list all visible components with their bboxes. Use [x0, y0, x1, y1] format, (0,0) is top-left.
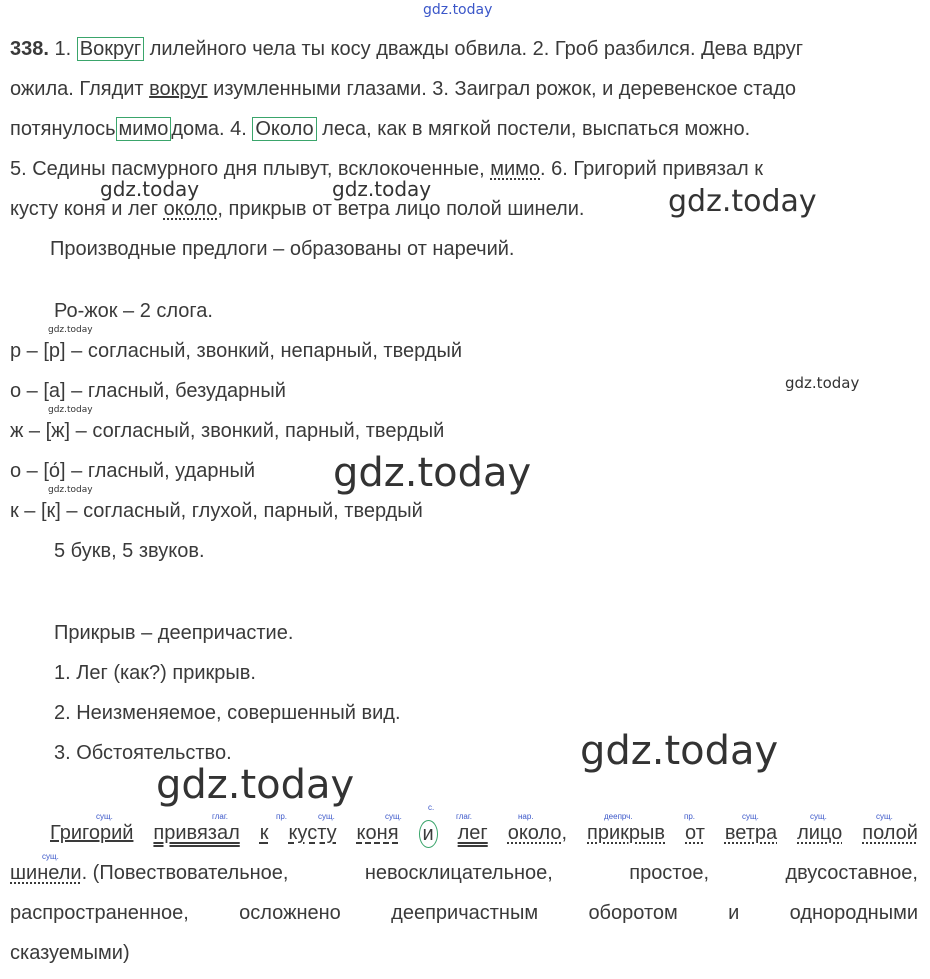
parse-tag: нар. — [518, 812, 534, 821]
phonetic-row: к – [к] – согласный, глухой, парный, твердый — [10, 500, 423, 522]
exercise-number: 338. — [10, 38, 49, 60]
sentence-text: 5. Седины пасмурного дня плывут, всклокоченные, — [10, 158, 485, 180]
sentence-characteristics: невосклицательное, — [364, 862, 553, 884]
sentence-text: кусту коня и лег — [10, 198, 159, 220]
parse-tag: сущ. — [385, 812, 402, 821]
participle-title: Прикрыв – деепричастие. — [54, 622, 294, 644]
participle-item: 2. Неизменяемое, совершенный вид. — [54, 702, 401, 724]
parse-tag: с. — [428, 803, 435, 812]
watermark: gdz.today — [48, 485, 93, 495]
phonetic-row: ж – [ж] – согласный, звонкий, парный, твердый — [10, 420, 445, 442]
sentence-text: . 6. Григорий привязал к — [540, 158, 764, 180]
watermark: gdz.today — [156, 762, 355, 808]
sentence-text: потянулось — [10, 118, 116, 140]
watermark: gdz.today — [580, 728, 779, 774]
sentence-characteristics: и — [728, 902, 740, 924]
watermark: gdz.today — [668, 184, 817, 219]
adverbial-word: от — [685, 822, 705, 844]
phonetic-row: о – [а] – гласный, безударный — [10, 380, 286, 402]
sentence-text: изумленными глазами. 3. Заиграл рожок, и деревенское стадо — [213, 78, 797, 100]
predicate-word: лег — [457, 822, 488, 844]
object-word: к — [259, 822, 269, 844]
watermark: gdz.today — [100, 177, 200, 201]
exercise-line-2 — [10, 76, 796, 102]
exercise-line-3 — [10, 116, 750, 142]
phonetic-summary: 5 букв, 5 звуков. — [54, 540, 205, 562]
adverbial-word: полой — [862, 822, 918, 844]
adverbial-word: ветра — [724, 822, 778, 844]
sentence-number: 1. — [54, 38, 72, 60]
participle-item: 1. Лег (как?) прикрыв. — [54, 662, 256, 684]
sentence-text: дома. 4. — [171, 118, 247, 140]
sentence-text: , прикрыв от ветра лицо полой шинели. — [217, 198, 585, 220]
preposition-box: Вокруг — [77, 37, 144, 61]
parse-tag: сущ. — [318, 812, 335, 821]
adverb-underlined: около — [163, 198, 218, 220]
phonetic-title: Ро-жок – 2 слога. — [54, 300, 213, 322]
sentence-characteristics: осложнено — [239, 902, 341, 924]
watermark: gdz.today — [333, 450, 532, 496]
object-word: кусту — [288, 822, 337, 844]
parse-line-4: сказуемыми) — [10, 942, 130, 964]
object-word: коня — [356, 822, 399, 844]
parse-line-2 — [10, 860, 918, 886]
sentence-characteristics: деепричастным — [391, 902, 539, 924]
exercise-line-1 — [10, 36, 803, 62]
sentence-characteristics: оборотом — [588, 902, 678, 924]
participle-item: 3. Обстоятельство. — [54, 742, 232, 764]
adverb-underlined: вокруг — [149, 78, 208, 100]
parse-tag: глаг. — [456, 812, 473, 821]
parse-tag: сущ. — [876, 812, 893, 821]
sentence-text: ожила. Глядит — [10, 78, 144, 100]
comma: , — [561, 822, 568, 844]
parse-tag: пр. — [276, 812, 288, 821]
phonetic-row: о – [о́] – гласный, ударный — [10, 460, 256, 482]
adverbial-word: шинели — [10, 862, 82, 884]
phonetic-row: р – [р] – согласный, звонкий, непарный, твердый — [10, 340, 462, 362]
watermark: gdz.today — [48, 325, 93, 335]
adverbial-word: прикрыв — [587, 822, 666, 844]
parse-line-1 — [50, 820, 918, 848]
parse-tag: глаг. — [212, 812, 229, 821]
watermark: gdz.today — [332, 177, 432, 201]
sentence-text: лилейного чела ты косу дважды обвила. 2. Гроб разбился. Дева вдруг — [149, 38, 804, 60]
predicate-word: привязал — [153, 822, 240, 844]
preposition-box: Около — [252, 117, 316, 141]
parse-tag: деепрч. — [604, 812, 633, 821]
adverb-underlined: мимо — [490, 158, 541, 180]
sentence-characteristics: двусоставное, — [785, 862, 918, 884]
parse-tag: сущ. — [742, 812, 759, 821]
adverbial-word: лицо — [797, 822, 843, 844]
parse-tag: сущ. — [96, 812, 113, 821]
parse-tag: пр. — [684, 812, 696, 821]
sentence-text: леса, как в мягкой постели, выспаться можно. — [322, 118, 751, 140]
sentence-characteristics: . (Повествовательное, — [81, 862, 289, 884]
subject-word: Григорий — [50, 822, 134, 844]
sentence-characteristics: однородными — [789, 902, 918, 924]
exercise-line-5 — [10, 196, 584, 222]
derived-prepositions-note: Производные предлоги – образованы от наречий. — [50, 238, 515, 260]
watermark-top: gdz.today — [423, 2, 493, 18]
conjunction-circled: и — [419, 820, 438, 848]
watermark: gdz.today — [785, 374, 860, 392]
parse-tag: сущ. — [810, 812, 827, 821]
parse-line-3 — [10, 900, 918, 926]
adverbial-word: около — [507, 822, 562, 844]
preposition-box: мимо — [116, 117, 172, 141]
parse-tag: сущ. — [42, 852, 59, 861]
sentence-characteristics: распространенное, — [10, 902, 189, 924]
watermark: gdz.today — [48, 405, 93, 415]
sentence-characteristics: простое, — [629, 862, 710, 884]
